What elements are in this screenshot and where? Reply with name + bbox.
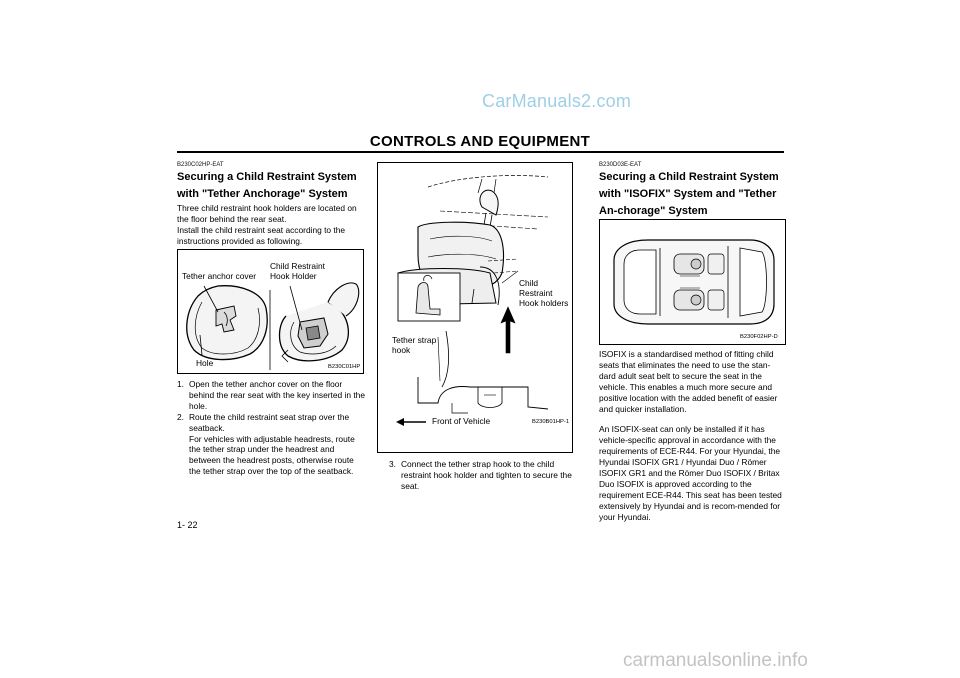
isofix-paragraph-1: ISOFIX is a standardised method of fitting child seats that eliminates the need to use the stan-dard adult seat belt to secure the seat in the vehicle. This enables a much more secure and positive location with the added benefit of easier and quicker installation.	[599, 349, 778, 414]
step-1	[177, 379, 365, 412]
watermark-carmanualsonline: carmanualsonline.info	[623, 650, 808, 671]
left-steps	[177, 379, 365, 477]
step-3-number: 3.	[389, 459, 396, 469]
label-child-restraint-hook-holder	[270, 261, 325, 281]
label-tether-anchor-cover: Tether anchor cover	[182, 271, 257, 281]
label-holders-line-3: Hook holders	[519, 298, 569, 308]
intro-line-1: Three child restraint hook holders are located on the floor behind the rear seat.	[177, 203, 357, 224]
label-hole: Hole	[196, 358, 214, 368]
section-heading: Securing a Child Restraint System with "ISOFIX" System and "Tether An-chorage" System	[599, 171, 779, 217]
car-top-view-illustration	[600, 220, 785, 344]
step-1-number: 1.	[177, 379, 184, 389]
step-2	[177, 412, 365, 477]
label-holder-line-2: Hook Holder	[270, 271, 317, 281]
step-2-subtext: For vehicles with adjustable headrests, route the tether strap under the headrest and between the headrest posts, otherwise route the tether strap over the top of the seatback.	[189, 433, 355, 477]
tether-anchor-figure	[177, 249, 364, 374]
figure-code: B230C01HP	[328, 364, 361, 370]
label-tether-strap-hook	[392, 335, 436, 355]
step-1-text: Open the tether anchor cover on the floor behind the rear seat with the key inserted in the hole.	[189, 379, 365, 411]
right-text	[599, 349, 786, 523]
step-2-text: Route the child restraint seat strap over the seatback.	[189, 411, 350, 433]
isofix-paragraph-2: An ISOFIX-seat can only be installed if it has vehicle-specific approval in accordance with the requirements of ECE-R44. For your Hyundai, the Hyundai ISOFIX GR1 / Hyundai Duo / Römer ISOFIX GR1 and the Römer Duo ISOFIX / Britax Duo ISOFIX is approved according to the requirement ECE-R44. This seat has been tested extensively by Hyundai and is recom-mended for your Hyundai.	[599, 424, 782, 522]
page-header-title: CONTROLS AND EQUIPMENT	[369, 133, 591, 150]
figure-code: B230B01HP-1	[532, 419, 570, 425]
figure-code: B230F02HP-D	[740, 334, 778, 340]
middle-steps	[389, 459, 575, 492]
left-column	[177, 162, 364, 247]
step-3	[389, 459, 575, 492]
label-holders-line-1: Child	[519, 278, 539, 288]
watermark-carmanuals2: CarManuals2.com	[482, 91, 632, 111]
label-holders-line-2: Restraint	[519, 288, 553, 298]
section-heading: Securing a Child Restraint System with "Tether Anchorage" System	[177, 171, 357, 200]
tether-strap-figure	[377, 162, 573, 453]
label-holder-line-1: Child Restraint	[270, 261, 325, 271]
section-code: B230D03E-EAT	[599, 162, 642, 168]
isofix-figure	[599, 219, 786, 345]
page-number: 1- 22	[177, 520, 198, 530]
step-2-number: 2.	[177, 411, 184, 422]
label-tether-line-2: hook	[392, 345, 411, 355]
intro-text	[177, 203, 364, 247]
label-tether-line-1: Tether strap	[392, 335, 437, 345]
label-child-restraint-hook-holders	[519, 278, 568, 308]
paragraph-gap	[599, 414, 786, 424]
header-rule	[177, 151, 784, 153]
right-column	[599, 162, 785, 220]
label-front-of-vehicle: Front of Vehicle	[432, 416, 491, 426]
step-3-text: Connect the tether strap hook to the child restraint hook holder and tighten to secure the seat.	[401, 459, 572, 491]
section-code: B230C02HP-EAT	[177, 162, 224, 168]
intro-line-2: Install the child restraint seat according to the instructions provided as following.	[177, 224, 346, 246]
